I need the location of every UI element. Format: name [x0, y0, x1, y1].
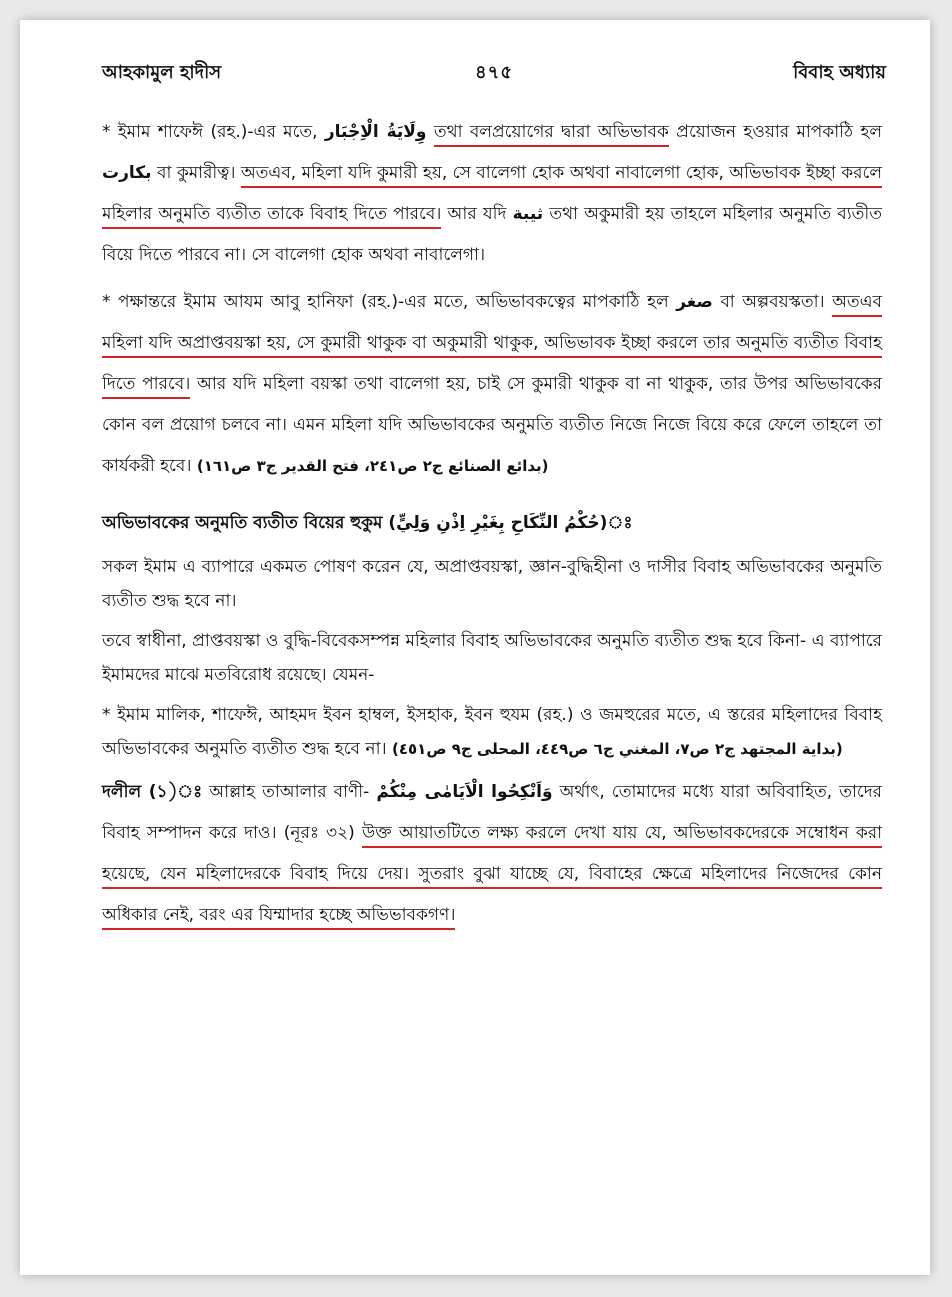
paragraph-abu-hanifa [102, 282, 882, 487]
arabic-term: ثيبة [512, 204, 544, 224]
book-title: আহকামুল হাদীস [102, 62, 222, 83]
text-segment: প্রয়োজন হওয়ার মাপকাঠি হল [676, 122, 883, 142]
text-segment: তথা অকুমারী হয় তাহলে মহিলার অনুমতি ব্যতীত বিয়ে দিতে পারবে না। সে বালেগা হোক অথবা নাবালেগা। [102, 204, 883, 265]
underlined-text: অতএব মহিলা যদি অপ্রাপ্তবয়স্কা হয়, সে কুমারী থাকুক বা অকুমারী থাকুক, অভিভাবক ইচ্ছা করলে তার অনুমতি ব্যতীত বিবাহ দিতে পারবে। [102, 292, 882, 399]
underlined-text: উক্ত আয়াতটিতে লক্ষ্য করলে দেখা যায় যে, অভিভাবকদেরকে সম্বোধন করা হয়েছে, যেন মহিলাদেরকে বিবাহ দিয়ে দেয়। সুতরাং বুঝা যাচ্ছে যে, বিবাহের ক্ষেত্রে মহিলাদের নিজেদের কোন অধিকার নেই, বরং এর যিম্মাদার হচ্ছে অভিভাবকগণ। [102, 823, 882, 930]
running-header [102, 58, 886, 86]
paragraph-dalil-1 [102, 772, 882, 936]
text-segment: * ইমাম শাফেঈ (রহ.)-এর মতে, [102, 122, 318, 142]
dalil-label: দলীল (১)ঃ [102, 782, 203, 802]
page-body [102, 112, 882, 942]
paragraph-imam-shafei [102, 112, 882, 276]
text-segment: বা কুমারীত্ব। [156, 163, 236, 183]
paragraph-jumhur [102, 698, 882, 766]
arabic-term: صغر [676, 292, 713, 312]
text-segment: তবে স্বাধীনা, প্রাপ্তবয়স্কা ও বুদ্ধি-বিবেকসম্পন্ন মহিলার বিবাহ অভিভাবকের অনুমতি ব্যতীত শুদ্ধ হবে কিনা- এ ব্যাপারে ইমামদের মাঝে মতবিরোধ রয়েছে। যেমন- [102, 631, 882, 685]
text-segment: সকল ইমাম এ ব্যাপারে একমত পোষণ করেন যে, অপ্রাপ্তবয়স্কা, জ্ঞান-বুদ্ধিহীনা ও দাসীর বিবাহ অভিভাবকের অনুমতি ব্যতীত শুদ্ধ হবে না। [102, 557, 882, 611]
heading-text: অভিভাবকের অনুমতি ব্যতীত বিয়ের হুকুম [102, 513, 383, 533]
arabic-reference: (بداية المجتهد ج٢ ص٧، المغني ج٦ ص٤٤٩، المحلى ج٩ ص٤٥١) [392, 740, 843, 758]
text-segment: আল্লাহ তাআলার বাণী- [209, 782, 370, 802]
heading-arabic: (حُكْمُ النِّكَاحِ بِغَيْرِ اِذْنِ وَلِيٍّ) [388, 513, 608, 533]
underlined-text: তথা বলপ্রয়োগের দ্বারা অভিভাবক [434, 122, 669, 147]
paragraph-consensus [102, 550, 882, 618]
heading-colon: ঃ [607, 513, 633, 533]
underlined-text: অতএব, মহিলা যদি কুমারী হয়, সে বালেগা হোক অথবা নাবালেগা হোক, অভিভাবক ইচ্ছা করলে মহিলার অনুমতি ব্যতীত তাকে বিবাহ দিতে পারবে। [102, 163, 882, 229]
arabic-verse: وَاَنْكِحُوا الْاَيَامٰى مِنْكُمْ [376, 782, 553, 802]
text-segment: বা অল্পবয়স্কতা। [720, 292, 825, 312]
arabic-term: بكارت [102, 163, 152, 183]
arabic-reference: (بدائع الصنائع ج٢ ص٢٤١، فتح القدير ج٣ ص١٦١) [196, 457, 549, 475]
section-heading [102, 503, 882, 544]
paragraph-disagreement [102, 624, 882, 692]
text-segment: আর যদি মহিলা বয়স্কা তথা বালেগা হয়, চাই সে কুমারী থাকুক বা না থাকুক, তার উপর অভিভাবকের কোন বল প্রয়োগ চলবে না। এমন মহিলা যদি অভিভাবকের অনুমতি ব্যতীত নিজে নিজে বিয়ে করে ফেলে তাহলে তা কার্যকরী হবে। [102, 374, 882, 476]
text-segment: * ইমাম মালিক, শাফেঈ, আহমদ ইবন হাম্বল, ইসহাক, ইবন হুযম (রহ.) ও জমহুরের মতে, এ স্তরের মহিলাদের বিবাহ অভিভাবকের অনুমতি ব্যতীত শুদ্ধ হবে না। [102, 705, 882, 759]
chapter-title: বিবাহ অধ্যায় [793, 62, 886, 83]
arabic-term: وِلَايَةُ الْاِجْبَار [324, 122, 427, 142]
text-segment: * পক্ষান্তরে ইমাম আযম আবু হানিফা (রহ.)-এর মতে, অভিভাবকত্বের মাপকাঠি হল [102, 292, 669, 312]
text-segment: অর্থাৎ, তোমাদের মধ্যে যারা অবিবাহিত, তাদের বিবাহ সম্পাদন করে দাও। (নূরঃ ৩২) [102, 782, 883, 843]
text-segment: আর যদি [447, 204, 507, 224]
page-number: ৪৭৫ [474, 62, 514, 83]
book-page [20, 20, 930, 1275]
